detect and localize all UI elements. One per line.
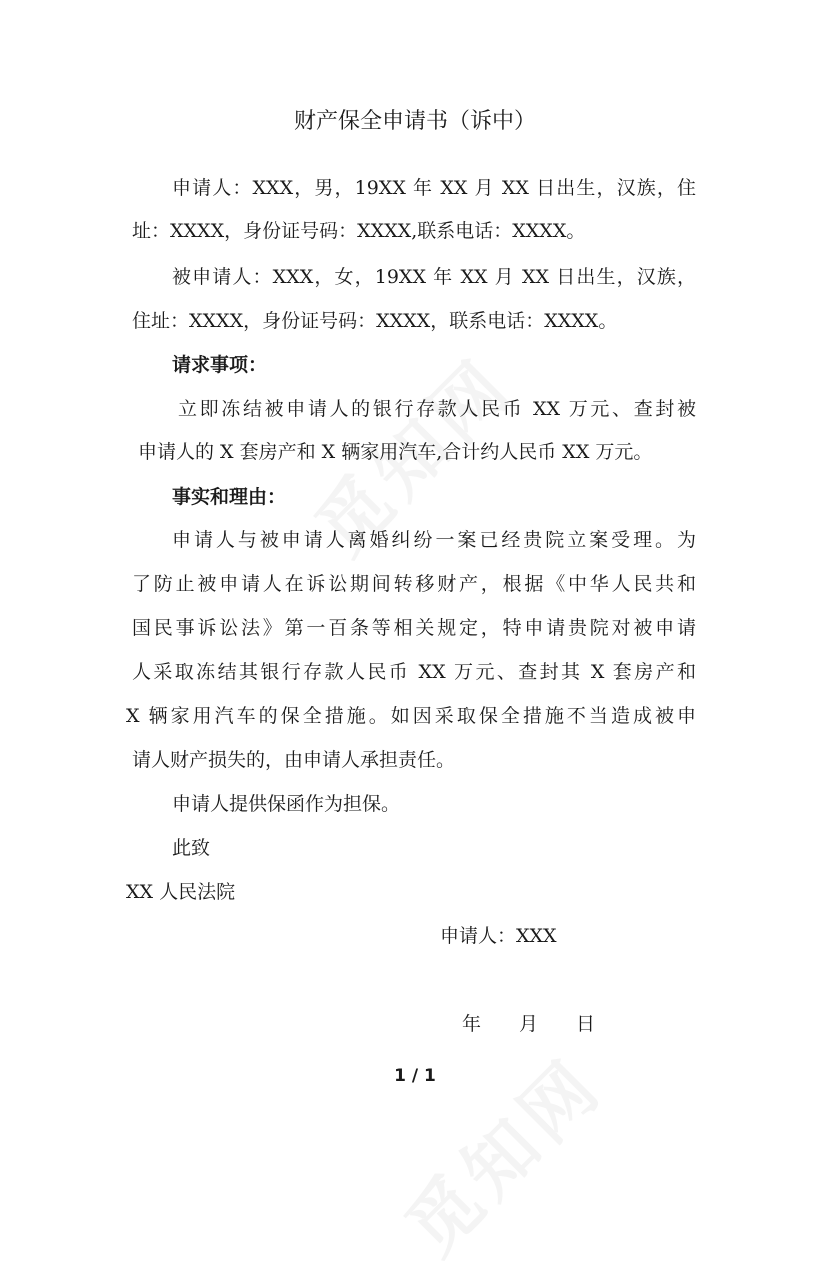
applicant-line-1: 申请人：XXX，男，19XX 年 XX 月 XX 日出生，汉族，住	[172, 177, 696, 199]
facts-line: 人采取冻结其银行存款人民币 XX 万元、查封其 X 套房产和	[132, 661, 696, 683]
respondent-line-2: 住址：XXXX，身份证号码：XXXX，联系电话：XXXX。	[132, 310, 618, 332]
facts-line: 申请人与被申请人离婚纠纷一案已经贵院立案受理。为	[172, 529, 696, 551]
facts-line: 国民事诉讼法》第一百条等相关规定，特申请贵院对被申请	[132, 617, 696, 639]
court-name: XX 人民法院	[126, 881, 236, 903]
facts-line: X 辆家用汽车的保全措施。如因采取保全措施不当造成被申	[126, 705, 696, 727]
requests-heading: 请求事项：	[172, 354, 268, 376]
page-indicator: 1 / 1	[394, 1066, 436, 1086]
applicant-line-2: 址：XXXX，身份证号码：XXXX,联系电话：XXXX。	[132, 220, 586, 242]
facts-line: 请人财产损失的，由申请人承担责任。	[132, 749, 456, 771]
document-title: 财产保全申请书（诉中）	[293, 109, 536, 134]
salutation: 此致	[172, 837, 211, 859]
applicant-signature: 申请人：XXX	[440, 925, 557, 947]
guarantee-statement: 申请人提供保函作为担保。	[172, 793, 401, 815]
date-line: 年 月 日	[462, 1013, 596, 1035]
facts-line: 了防止被申请人在诉讼期间转移财产，根据《中华人民共和	[132, 573, 696, 595]
facts-heading: 事实和理由：	[172, 486, 287, 508]
requests-line-1: 立即冻结被申请人的银行存款人民币 XX 万元、查封被	[178, 398, 696, 420]
respondent-line-1: 被申请人：XXX，女，19XX 年 XX 月 XX 日出生，汉族，	[172, 266, 696, 288]
requests-line-2: 申请人的 X 套房产和 X 辆家用汽车,合计约人民币 XX 万元。	[138, 441, 653, 463]
